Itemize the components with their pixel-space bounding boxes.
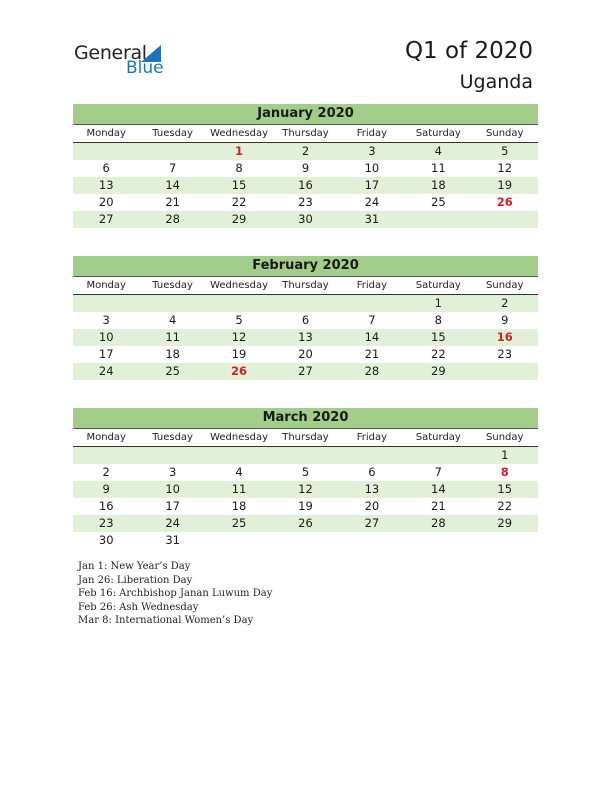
weekday-label: Thursday [282, 128, 329, 139]
weekday-label: Wednesday [210, 280, 268, 291]
day-cell: 3 [168, 465, 177, 479]
day-cell: 27 [298, 364, 313, 378]
day-cell: 21 [165, 195, 180, 209]
day-cell [405, 447, 471, 464]
weekday-label: Saturday [415, 128, 461, 139]
note-item: Jan 1: New Year’s Day [78, 561, 191, 572]
day-cell: 19 [231, 347, 247, 361]
day-cell: 3 [102, 313, 110, 327]
day-cell: 26 [496, 195, 513, 209]
day-cell: 1 [434, 296, 442, 310]
weekday-label: Sunday [486, 280, 524, 291]
day-cell: 23 [298, 195, 313, 209]
day-cell: 24 [165, 516, 180, 530]
weekday-label: Tuesday [152, 280, 193, 291]
week-row [73, 498, 538, 515]
brand-blue: Blue [126, 58, 164, 78]
weekday-header [73, 429, 538, 447]
weekday-label: Friday [356, 432, 388, 443]
weekday-header [73, 277, 538, 295]
week-row [73, 464, 538, 481]
note-item: Jan 26: Liberation Day [78, 574, 193, 586]
day-cell [272, 532, 338, 549]
day-cell: 14 [431, 482, 446, 496]
day-cell: 10 [364, 161, 380, 175]
day-cell: 28 [364, 364, 380, 378]
day-cell [272, 447, 338, 464]
day-cell: 3 [368, 144, 376, 158]
weekday-label: Wednesday [210, 432, 268, 443]
day-cell: 27 [98, 212, 114, 226]
day-cell: 10 [165, 482, 180, 496]
country-name: Uganda [459, 71, 533, 93]
day-cell: 17 [98, 347, 114, 361]
day-cell [472, 363, 538, 380]
day-cell: 18 [165, 347, 180, 361]
day-cell: 27 [364, 516, 380, 530]
day-cell: 17 [165, 499, 180, 513]
day-cell: 23 [98, 516, 114, 530]
day-cell: 28 [165, 212, 180, 226]
note-item: Feb 26: Ash Wednesday [78, 601, 199, 613]
day-cell: 1 [501, 448, 509, 462]
day-cell: 1 [235, 144, 244, 158]
weekday-label: Sunday [486, 432, 524, 443]
week-row [73, 447, 538, 464]
day-cell [73, 143, 139, 160]
month-title: March 2020 [73, 408, 538, 429]
day-cell: 20 [364, 499, 380, 513]
page-title: Q1 of 2020 [404, 38, 533, 64]
day-cell [339, 295, 405, 312]
day-cell: 19 [497, 178, 513, 192]
day-cell [139, 447, 205, 464]
weekday-label: Wednesday [210, 128, 268, 139]
day-cell: 15 [231, 178, 247, 192]
month-block [73, 408, 538, 549]
day-cell: 26 [298, 516, 313, 530]
weekday-label: Monday [86, 432, 126, 443]
weekday-label: Thursday [282, 432, 329, 443]
day-cell: 13 [98, 178, 114, 192]
month-block [73, 256, 538, 380]
day-cell [472, 211, 538, 228]
weekday-label: Saturday [415, 280, 461, 291]
day-cell: 7 [168, 161, 177, 175]
day-cell: 8 [434, 313, 442, 327]
week-row [73, 177, 538, 194]
weekday-label: Tuesday [152, 128, 193, 139]
day-cell: 22 [431, 347, 446, 361]
note-item: Mar 8: International Women’s Day [78, 615, 254, 626]
day-cell: 6 [301, 313, 310, 327]
week-row [73, 312, 538, 329]
day-cell: 30 [98, 533, 114, 547]
day-cell: 9 [301, 161, 310, 175]
day-cell: 18 [431, 178, 446, 192]
day-cell: 16 [298, 178, 313, 192]
day-cell: 10 [98, 330, 114, 344]
note-item: Feb 16: Archbishop Janan Luwum Day [78, 588, 273, 599]
month-block [73, 104, 538, 228]
day-cell [405, 532, 471, 549]
day-cell: 30 [298, 212, 313, 226]
day-cell: 25 [431, 195, 446, 209]
brand-general: General [74, 42, 147, 64]
day-cell: 15 [497, 482, 513, 496]
day-cell: 31 [364, 212, 380, 226]
day-cell [206, 532, 272, 549]
week-row [73, 329, 538, 346]
week-row [73, 211, 538, 228]
day-cell: 29 [231, 212, 247, 226]
day-cell: 26 [231, 364, 248, 378]
day-cell [472, 532, 538, 549]
day-cell: 21 [431, 499, 446, 513]
day-cell: 4 [434, 144, 442, 158]
week-row [73, 160, 538, 177]
day-cell [339, 532, 405, 549]
day-cell: 25 [231, 516, 247, 530]
day-cell: 12 [231, 330, 247, 344]
week-row [73, 143, 538, 160]
day-cell: 7 [368, 313, 376, 327]
day-cell: 11 [431, 161, 446, 175]
day-cell [272, 295, 338, 312]
week-row [73, 295, 538, 312]
weekday-label: Friday [356, 128, 388, 139]
holiday-notes [78, 560, 272, 628]
day-cell: 29 [497, 516, 513, 530]
day-cell: 2 [501, 296, 509, 310]
day-cell: 17 [364, 178, 380, 192]
weekday-header [73, 125, 538, 143]
week-row [73, 346, 538, 363]
weekday-label: Tuesday [152, 432, 193, 443]
week-row [73, 363, 538, 380]
day-cell [73, 447, 139, 464]
day-cell: 8 [235, 161, 243, 175]
week-row [73, 481, 538, 498]
day-cell: 21 [364, 347, 380, 361]
day-cell: 31 [165, 533, 180, 547]
day-cell [206, 295, 272, 312]
day-cell: 9 [501, 313, 509, 327]
day-cell: 23 [497, 347, 513, 361]
day-cell: 22 [497, 499, 513, 513]
day-cell: 5 [501, 144, 509, 158]
day-cell: 2 [301, 144, 310, 158]
weekday-label: Monday [86, 280, 126, 291]
day-cell: 25 [165, 364, 180, 378]
day-cell: 13 [298, 330, 313, 344]
day-cell: 19 [298, 499, 313, 513]
month-title: January 2020 [73, 104, 538, 125]
day-cell [405, 211, 471, 228]
day-cell: 8 [500, 465, 509, 479]
day-cell [139, 295, 205, 312]
day-cell [206, 447, 272, 464]
day-cell: 18 [231, 499, 247, 513]
week-row [73, 194, 538, 211]
brand-logo [74, 42, 184, 78]
weekday-label: Thursday [282, 280, 329, 291]
day-cell: 6 [368, 465, 376, 479]
day-cell: 29 [431, 364, 446, 378]
day-cell [73, 295, 139, 312]
day-cell: 4 [235, 465, 243, 479]
day-cell: 5 [235, 313, 243, 327]
week-row [73, 532, 538, 549]
weekday-label: Sunday [486, 128, 524, 139]
week-row [73, 515, 538, 532]
day-cell [139, 143, 205, 160]
day-cell: 12 [298, 482, 313, 496]
day-cell: 20 [98, 195, 114, 209]
day-cell: 15 [431, 330, 446, 344]
day-cell: 20 [298, 347, 313, 361]
day-cell: 24 [98, 364, 114, 378]
day-cell: 14 [364, 330, 380, 344]
day-cell: 6 [102, 161, 110, 175]
day-cell: 22 [231, 195, 247, 209]
day-cell: 7 [434, 465, 442, 479]
day-cell: 11 [231, 482, 247, 496]
weekday-label: Friday [356, 280, 388, 291]
day-cell: 16 [496, 330, 513, 344]
day-cell [339, 447, 405, 464]
day-cell: 14 [165, 178, 180, 192]
day-cell: 4 [168, 313, 177, 327]
day-cell: 11 [165, 330, 180, 344]
month-title: February 2020 [73, 256, 538, 277]
day-cell: 13 [364, 482, 380, 496]
weekday-label: Monday [86, 128, 126, 139]
day-cell: 16 [98, 499, 114, 513]
weekday-label: Saturday [415, 432, 461, 443]
day-cell: 12 [497, 161, 513, 175]
day-cell: 2 [102, 465, 110, 479]
day-cell: 24 [364, 195, 380, 209]
day-cell: 9 [102, 482, 110, 496]
day-cell: 28 [431, 516, 446, 530]
day-cell: 5 [301, 465, 310, 479]
